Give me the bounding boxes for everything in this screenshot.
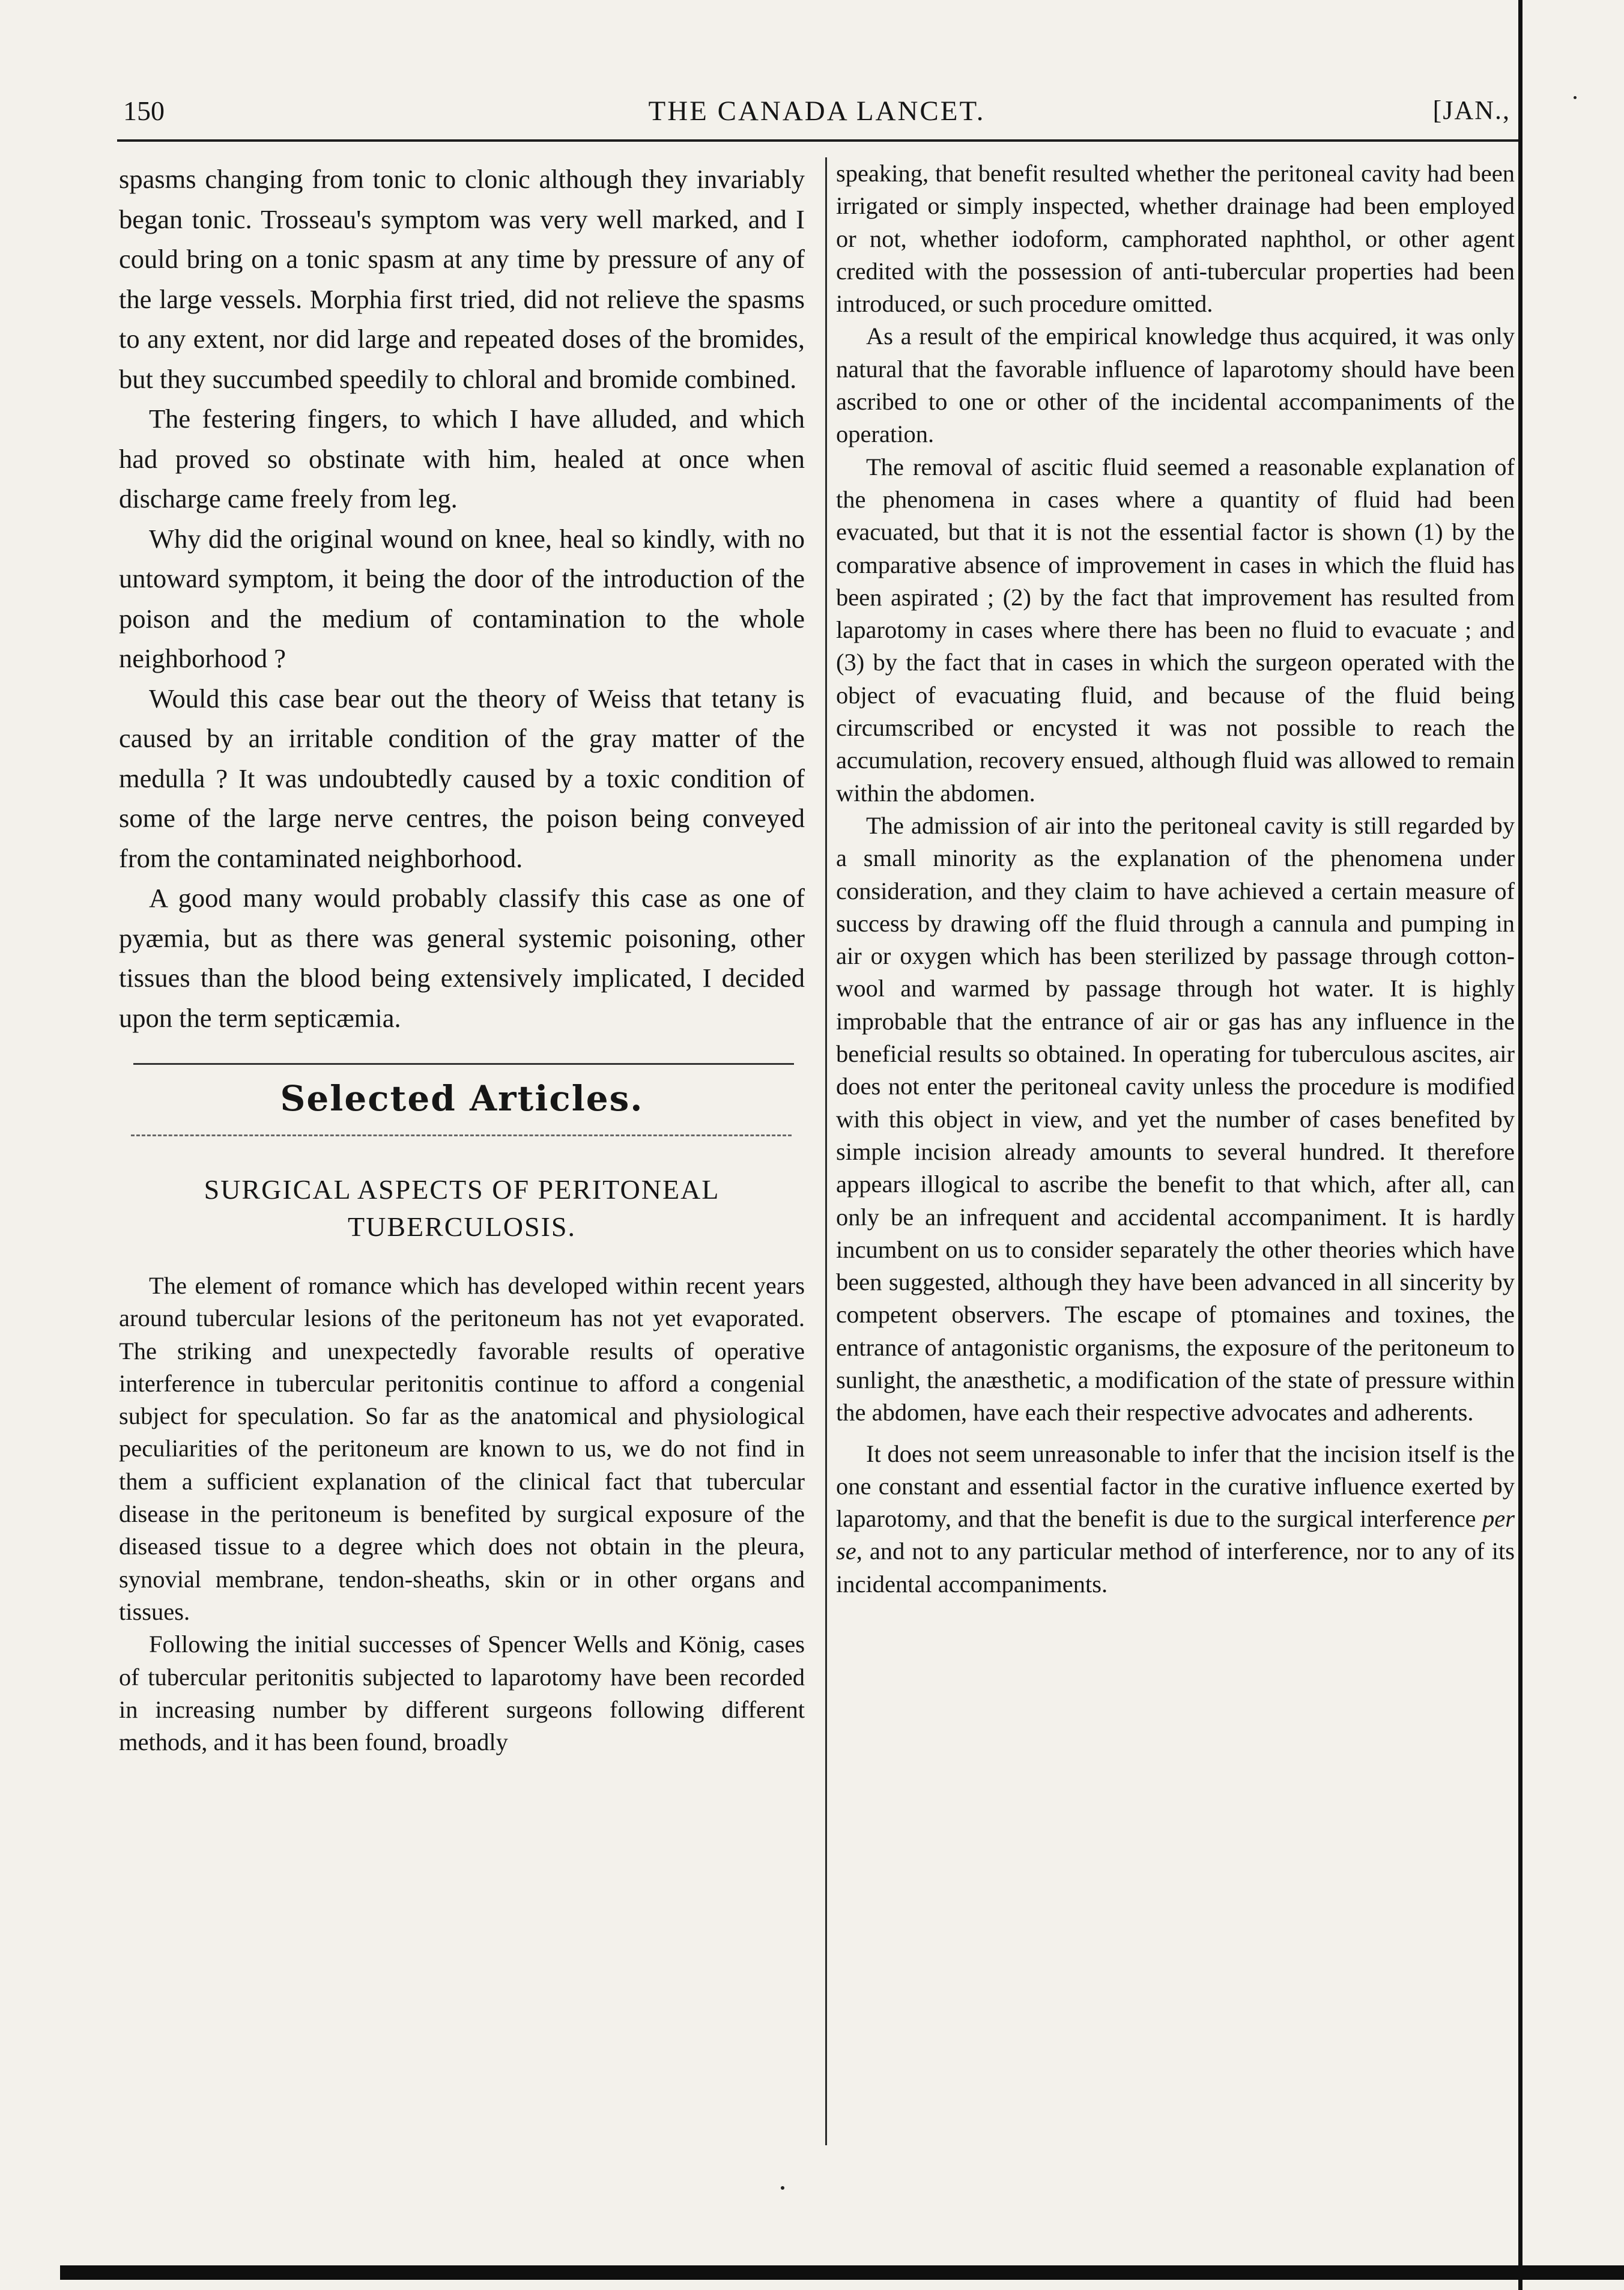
article-paragraph: The admission of air into the peritoneal cavity is still regarded by a small minority as the explanation of the phenomena under consideration, and they claim to have achieved a certain measure of success by drawing off the fluid through a cannula and pumping in air or oxygen which has been sterilized by passage through cotton-wool and warmed by passage through hot water. It is highly improbable that the entrance of air or gas has any influence in the beneficial results so obtained. In operating for tuberculous ascites, air does not enter the peritoneal cavity unless the procedure is modified with this object in view, and yet the number of cases benefited by simple incision already amounts to several hundred. It therefore appears illogical to ascribe the benefit to that which, after all, can only be an infrequent and accidental accompaniment. It is hardly incumbent on us to consider separately the other theories which have been suggested, although they have been advanced in all sincerity by competent observers. The escape of ptomaines and toxines, the entrance of antagonistic organisms, the exposure of the peritoneum to sunlight, the anæsthetic, a modification of the state of pressure within the abdomen, have each their respective advocates and adherents. bbox=[836, 811, 1515, 1426]
section-rule-dashed bbox=[131, 1134, 792, 1136]
print-speck bbox=[1574, 96, 1577, 99]
running-header bbox=[117, 90, 1516, 138]
case-paragraph: The festering fingers, to which I have alluded, and which had proved so obstinate with him, healed at once when discharge came freely from leg. bbox=[119, 404, 805, 513]
section-heading: Selected Articles. bbox=[280, 1078, 644, 1119]
case-paragraph: Why did the original wound on knee, heal so kindly, with no untoward symptom, it being the door of the introduction of the poison and the medium of contamination to the whole neighborhood ? bbox=[119, 523, 805, 673]
article-paragraph-final bbox=[836, 1438, 1515, 1601]
article-title: SURGICAL ASPECTS OF PERITONEAL TUBERCULOSIS. bbox=[204, 1174, 720, 1242]
article-paragraph: The removal of ascitic fluid seemed a reasonable explanation of the phenomena in cases where a quantity of fluid had been evacuated, but that it is not the essential factor is shown (1) by the comparative absence of improvement in cases in which the fluid has been aspirated ; (2) by the fact that improvement has resulted from laparotomy in cases where there has been no fluid to evacuate ; and (3) by the fact that in cases in which the surgeon operated with the object of evacuating fluid, and because of the fluid being circumscribed or encysted it was not possible to reach the accumulation, recovery ensued, although fluid was allowed to remain within the abdomen. bbox=[836, 453, 1515, 807]
final-paragraph-text-end: , and not to any particular method of interference, nor to any of its incidental accompaniments. bbox=[836, 1537, 1515, 1598]
page-edge-shadow bbox=[1518, 0, 1522, 2290]
final-paragraph-text: It does not seem unreasonable to infer that the incision itself is the one constant and essential factor in the curative influence exerted by laparotomy, and that the benefit is due to the surgical interference bbox=[836, 1440, 1515, 1533]
page-number: 150 bbox=[123, 95, 165, 126]
italic-phrase: per se bbox=[836, 1505, 1515, 1565]
case-paragraph: A good many would probably classify this case as one of pyæmia, but as there was general systemic poisoning, other tissues than the blood being extensively implicated, I decided upon the term septicæmia. bbox=[119, 883, 805, 1033]
right-column bbox=[836, 157, 1515, 1601]
header-rule bbox=[117, 139, 1521, 142]
left-column bbox=[119, 159, 805, 1758]
selected-articles-section bbox=[119, 1063, 805, 1246]
case-paragraph-continued: spasms changing from tonic to clonic although they invariably began tonic. Trosseau's symptom was very well marked, and I could bring on a tonic spasm at any time by pressure of any of the large vessels. Morphia first tried, did not relieve the spasms to any extent, nor did large and repeated doses of the bromides, but they succumbed speedily to chloral and bromide combined. bbox=[119, 164, 805, 394]
case-paragraph: Would this case bear out the theory of Weiss that tetany is caused by an irritable condition of the gray matter of the medulla ? It was undoubtedly caused by a toxic condition of some of the large nerve centres, the poison being conveyed from the contaminated neighborhood. bbox=[119, 683, 805, 873]
article-body-left bbox=[119, 1270, 805, 1758]
article-paragraph-continued: speaking, that benefit resulted whether the peritoneal cavity had been irrigated or simply inspected, whether drainage had been employed or not, whether iodoform, camphorated naphthol, or other agent credited with the possession of anti-tubercular properties had been introduced, or such procedure omitted. bbox=[836, 160, 1515, 318]
article-paragraph: Following the initial successes of Spencer Wells and König, cases of tubercular peritonitis subjected to laparotomy have been recorded in increasing number by different surgeons following different methods, and it has been found, broadly bbox=[119, 1631, 805, 1756]
article-paragraph: The element of romance which has developed within recent years around tubercular lesions of the peritoneum has not yet evaporated. The striking and unexpectedly favorable results of operative interference in tubercular peritonitis continue to afford a congenial subject for speculation. So far as the anatomical and physiological peculiarities of the peritoneum are known to us, we do not find in them a sufficient explanation of the clinical fact that tubercular disease in the peritoneum is benefited by surgical exposure of the diseased tissue to a degree which does not obtain in the pleura, synovial membrane, tendon-sheaths, skin or in other organs and tissues. bbox=[119, 1272, 805, 1625]
scan-bottom-edge bbox=[60, 2265, 1624, 2280]
print-speck bbox=[781, 2186, 784, 2190]
article-paragraph: As a result of the empirical knowledge thus acquired, it was only natural that the favorable influence of laparotomy should have been ascribed to one or other of the incidental accompaniments of the operation. bbox=[836, 323, 1515, 448]
column-divider bbox=[825, 157, 827, 2145]
journal-title: THE CANADA LANCET. bbox=[648, 95, 986, 127]
issue-month: [JAN., bbox=[1432, 95, 1510, 125]
section-rule-top bbox=[133, 1063, 794, 1065]
